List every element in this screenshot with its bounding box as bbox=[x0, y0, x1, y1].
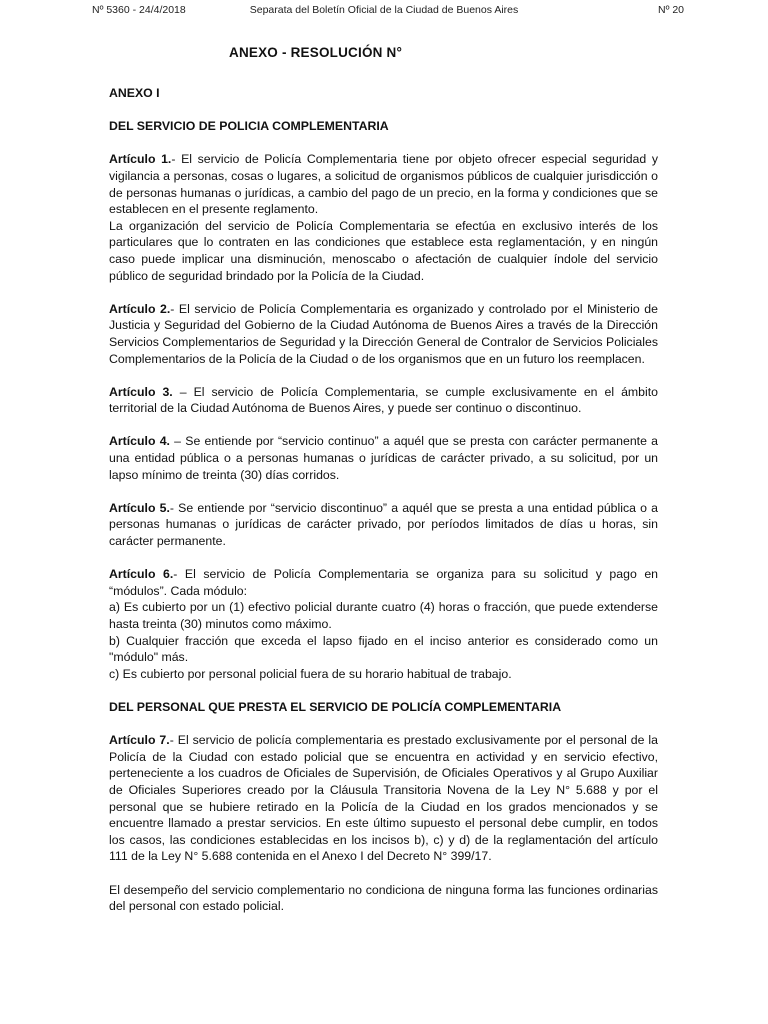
article-label: Artículo 3. bbox=[109, 384, 173, 399]
article-text: - El servicio de policía complementaria es prestado exclusivamente por el personal de la Policía de la Ciudad con estado policial que se encuentra en actividad y en servicio efectivo, perteneciente a los cuadros de Oficiales de Supervisión, de Oficiales Operativos y al Grupo Auxiliar de Oficiales Superiores creado por la Cláusula Transitoria Novena de la Ley N° 5.688 y por el personal que se hubiere retirado en la Policía de la Ciudad en los grados mencionados y se encuentre llamado a prestar servicios. En este último supuesto el personal debe cumplir, en todos los casos, las condiciones establecidas en los incisos b), c) y d) de la reglamentación del artículo 111 de la Ley N° 5.688 contenida en el Anexo I del Decreto N° 399/17. bbox=[109, 733, 658, 864]
article-text: - El servicio de Policía Complementaria se organiza para su solicitud y pago en “módulos”. Cada módulo: bbox=[109, 567, 658, 598]
annex-label: ANEXO I bbox=[109, 86, 160, 100]
page-header bbox=[0, 4, 768, 20]
annex-title: ANEXO - RESOLUCIÓN N° bbox=[229, 45, 403, 60]
section-title-personal: DEL PERSONAL QUE PRESTA EL SERVICIO DE POLICÍA COMPLEMENTARIA bbox=[109, 699, 562, 714]
article-label: Artículo 5. bbox=[109, 500, 170, 515]
closing-paragraph: El desempeño del servicio complementario no condiciona de ninguna forma las funciones ordinarias del personal con estado policial. bbox=[109, 882, 658, 914]
page-number: Nº 20 bbox=[657, 4, 684, 16]
article-label: Artículo 7. bbox=[109, 733, 170, 748]
article-1-paragraph-2: La organización del servicio de Policía Complementaria se efectúa en exclusivo interés de los particulares que lo contraten en las condiciones que establece esta reglamentación, y en ningún caso puede implicar una disminución, menoscabo o afectación de cualquier índole del servicio público de seguridad brindado por la Policía de la Ciudad. bbox=[109, 218, 658, 283]
article-6-item-b: b) Cualquier fracción que exceda el lapso fijado en el inciso anterior es considerado como un "módulo" más. bbox=[109, 633, 658, 665]
article-label: Artículo 2. bbox=[109, 301, 171, 316]
publication-name: Separata del Boletín Oficial de la Ciudad de Buenos Aires bbox=[249, 4, 519, 16]
article-text: - El servicio de Policía Complementaria es organizado y controlado por el Ministerio de Justicia y Seguridad del Gobierno de la Ciudad Autónoma de Buenos Aires a través de la Dirección Servicios Complementarios de Seguridad y la Dirección General de Contralor de Servicios Policiales Complementarios de la Policía de la Ciudad o de los organismos que en un futuro los reemplacen. bbox=[109, 301, 658, 366]
article-label: Artículo 4. bbox=[109, 434, 170, 449]
article-5 bbox=[109, 500, 658, 550]
article-1 bbox=[109, 151, 658, 217]
article-3 bbox=[109, 384, 658, 417]
article-2 bbox=[109, 301, 658, 367]
article-4 bbox=[109, 433, 658, 483]
article-text: – Se entiende por “servicio continuo” a aquél que se presta con carácter permanente a una entidad pública o a personas humanas o jurídicas de carácter privado, a su solicitud, por un lapso mínimo de treinta (30) días corridos. bbox=[109, 434, 658, 482]
article-text: - El servicio de Policía Complementaria tiene por objeto ofrecer especial seguridad y vigilancia a personas, cosas o lugares, a solicitud de organismos públicos de cualquier jurisdicción o de personas humanas o jurídicas, a cambio del pago de un precio, en la forma y condiciones que se establecen en el presente reglamento. bbox=[109, 152, 658, 217]
article-label: Artículo 1. bbox=[109, 152, 172, 167]
article-text: – El servicio de Policía Complementaria, se cumple exclusivamente en el ámbito territorial de la Ciudad Autónoma de Buenos Aires, y puede ser continuo o discontinuo. bbox=[109, 384, 658, 416]
document-body bbox=[109, 85, 658, 915]
article-label: Artículo 6. bbox=[109, 567, 174, 582]
article-6-item-c: c) Es cubierto por personal policial fuera de su horario habitual de trabajo. bbox=[109, 666, 512, 681]
issue-number: Nº 5360 - 24/4/2018 bbox=[92, 4, 186, 16]
article-6-item-a: a) Es cubierto por un (1) efectivo policial durante cuatro (4) horas o fracción, que puede extenderse hasta treinta (30) minutos como máximo. bbox=[109, 600, 658, 631]
article-6 bbox=[109, 566, 658, 599]
article-text: - Se entiende por “servicio discontinuo” a aquél que se presta a una entidad pública o a personas humanas o jurídicas de carácter privado, por períodos limitados de días u horas, sin carácter permanente. bbox=[109, 500, 658, 549]
section-title-servicio: DEL SERVICIO DE POLICIA COMPLEMENTARIA bbox=[109, 119, 389, 134]
article-7 bbox=[109, 732, 658, 865]
